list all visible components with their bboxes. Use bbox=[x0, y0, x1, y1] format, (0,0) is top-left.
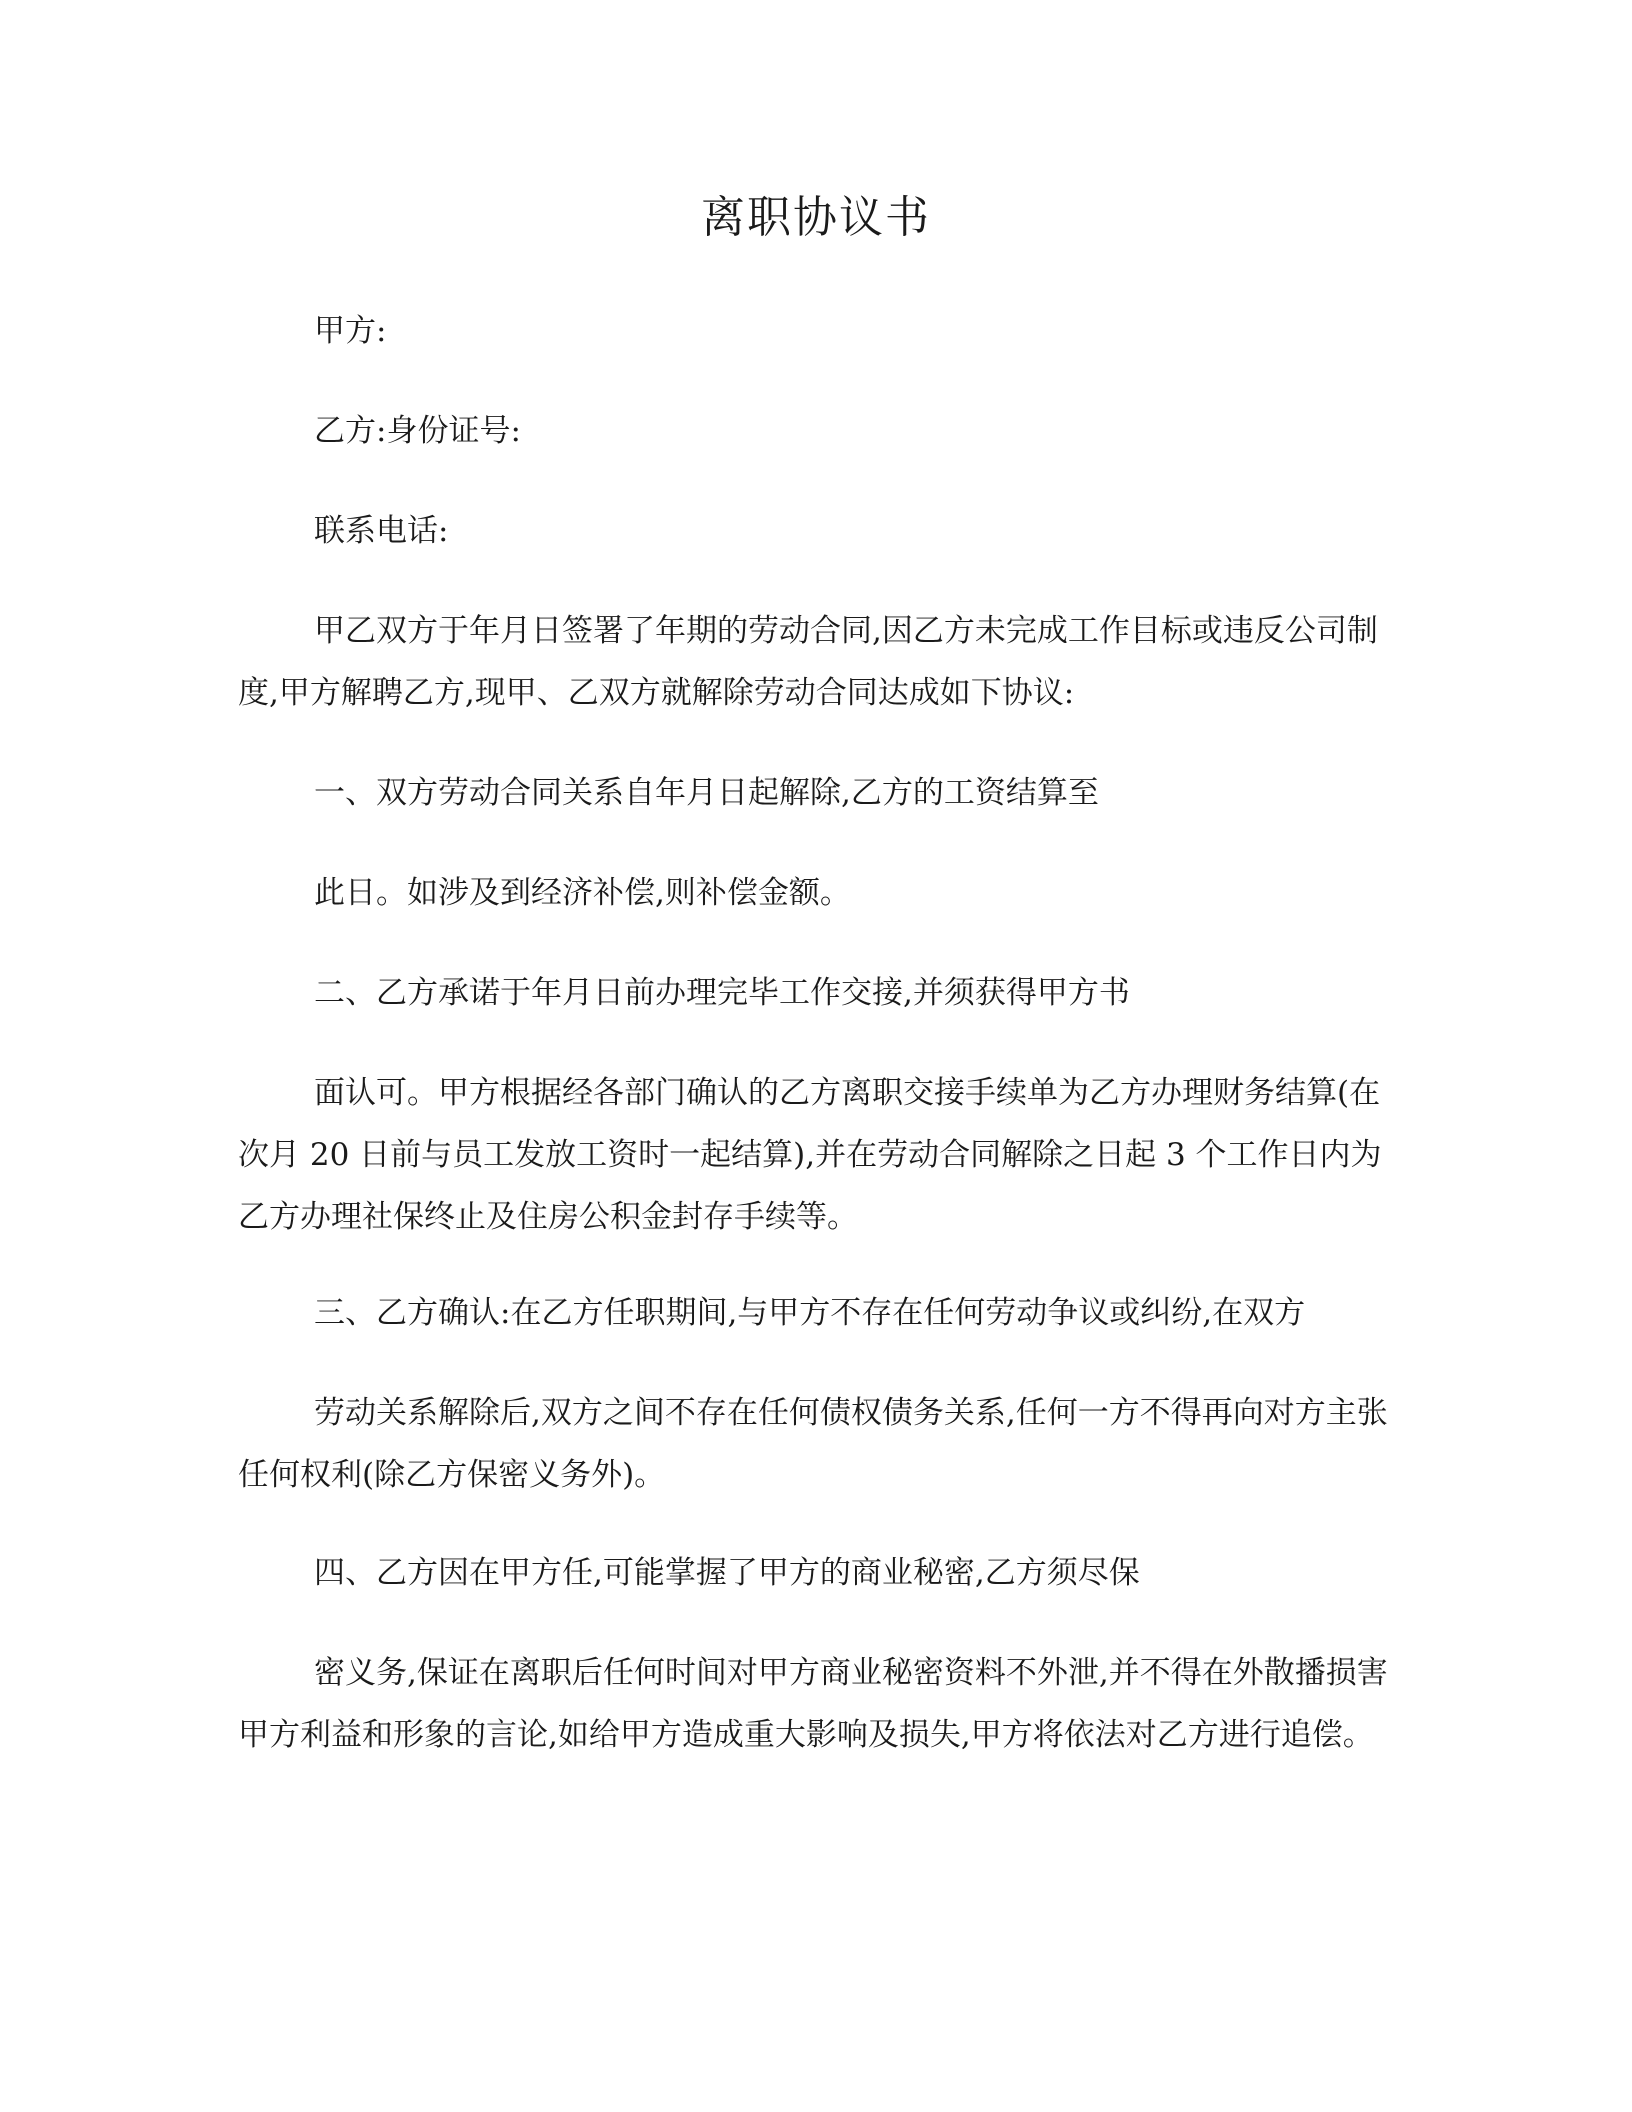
document-title: 离职协议书 bbox=[701, 192, 931, 243]
party-b-line: 乙方:身份证号: bbox=[314, 413, 521, 449]
clause-3-body: 劳动关系解除后,双方之间不存在任何债权债务关系,任何一方不得再向对方主张任何权利(除乙方保密义务外)。 bbox=[238, 1395, 1388, 1493]
clause-2-line-1: 二、乙方承诺于年月日前办理完毕工作交接,并须获得甲方书 bbox=[314, 975, 1130, 1011]
party-a-line: 甲方: bbox=[314, 313, 387, 349]
clause-4-body: 密义务,保证在离职后任何时间对甲方商业秘密资料不外泄,并不得在外散播损害甲方利益和形象的言论,如给甲方造成重大影响及损失,甲方将依法对乙方进行追偿。 bbox=[238, 1655, 1388, 1753]
clause-1-line-2: 此日。如涉及到经济补偿,则补偿金额。 bbox=[314, 875, 851, 911]
clause-4-line-1: 四、乙方因在甲方任,可能掌握了甲方的商业秘密,乙方须尽保 bbox=[314, 1555, 1140, 1591]
clause-2-body: 面认可。甲方根据经各部门确认的乙方离职交接手续单为乙方办理财务结算(在次月 20 日前与员工发放工资时一起结算),并在劳动合同解除之日起 3 个工作日内为乙方办理社保终止及住房公积金封存手续等。 bbox=[238, 1075, 1382, 1235]
intro-paragraph: 甲乙双方于年月日签署了年期的劳动合同,因乙方未完成工作目标或违反公司制度,甲方解聘乙方,现甲、乙双方就解除劳动合同达成如下协议: bbox=[238, 613, 1378, 711]
clause-3-line-1: 三、乙方确认:在乙方任职期间,与甲方不存在任何劳动争议或纠纷,在双方 bbox=[314, 1295, 1306, 1331]
contact-phone-line: 联系电话: bbox=[314, 513, 449, 549]
clause-1-line-1: 一、双方劳动合同关系自年月日起解除,乙方的工资结算至 bbox=[314, 775, 1099, 811]
